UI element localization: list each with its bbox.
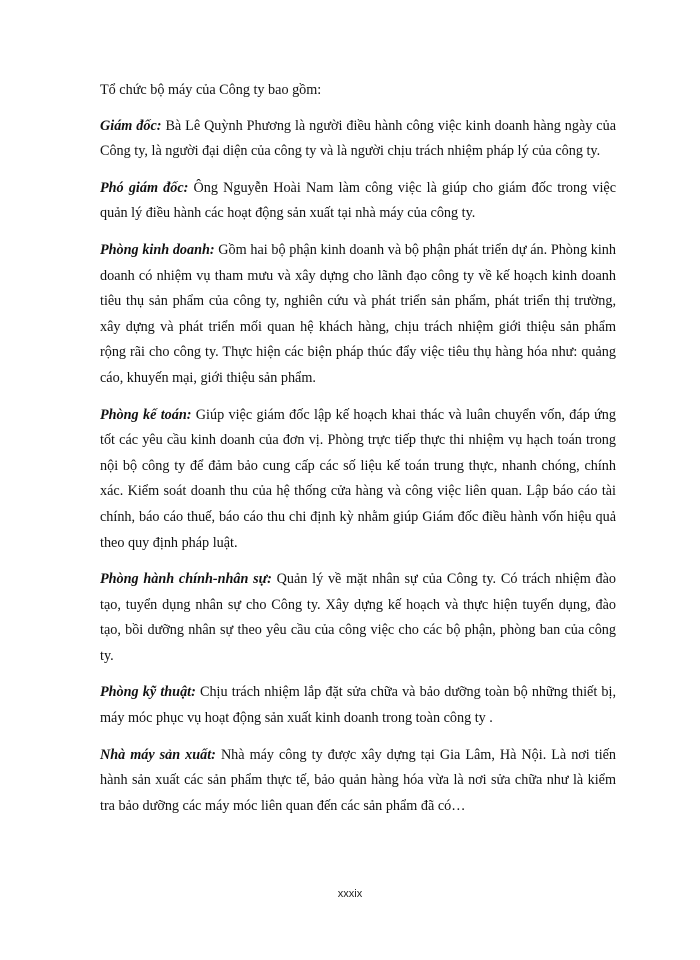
- section-label: Giám đốc:: [100, 117, 162, 134]
- section-text: Nhà máy công ty được xây dựng tại Gia Lâm, Hà Nội. Là nơi tiến hành sản xuất các sản phẩm thực tế, bảo quản hàng hóa vừa là nơi sửa chữa như là kiểm tra bảo dưỡng các máy móc liên quan đến các sản phẩm đã có…: [100, 746, 617, 814]
- section-pho-giam-doc: [100, 176, 616, 227]
- section-label: Phó giám đốc:: [100, 179, 189, 196]
- section-text: Bà Lê Quỳnh Phương là người điều hành công việc kinh doanh hàng ngày của Công ty, là người đại diện của công ty và là người chịu trách nhiệm pháp lý của công ty.: [100, 117, 616, 160]
- page-number: xxxix: [337, 888, 363, 900]
- intro-paragraph: Tổ chức bộ máy của Công ty bao gồm:: [100, 82, 322, 98]
- section-nha-may-san-xuat: [100, 743, 616, 820]
- document-body: [100, 78, 616, 830]
- section-giam-doc: [100, 114, 616, 165]
- section-phong-ky-thuat: [100, 680, 616, 731]
- section-label: Phòng hành chính-nhân sự:: [100, 571, 272, 588]
- section-label: Phòng kinh doanh:: [100, 241, 215, 258]
- section-text: Chịu trách nhiệm lắp đặt sửa chữa và bảo dưỡng toàn bộ những thiết bị, máy móc phục vụ hoạt động sản xuất kinh doanh trong toàn công ty .: [100, 684, 616, 727]
- section-text: Ông Nguyễn Hoài Nam làm công việc là giúp cho giám đốc trong việc quản lý điều hành các hoạt động sản xuất tại nhà máy của công ty.: [100, 179, 617, 222]
- section-phong-hanh-chinh-nhan-su: [100, 567, 616, 669]
- section-text: Quản lý về mặt nhân sự của Công ty. Có trách nhiệm đào tạo, tuyển dụng nhân sự cho Công ty. Xây dựng kế hoạch và thực hiện tuyển dụng, đào tạo, bồi dưỡng nhân sự theo yêu cầu của công việc cho các bộ phận, phòng ban của công ty.: [100, 571, 617, 664]
- section-text: Giúp việc giám đốc lập kế hoạch khai thác và luân chuyển vốn, đáp ứng tốt các yêu cầu kinh doanh của đơn vị. Phòng trực tiếp thực thi nhiệm vụ hạch toán trong nội bộ công ty để đảm bảo cung cấp các số liệu kế toán trung thực, nhanh chóng, chính xác. Kiểm soát doanh thu của hệ thống cửa hàng và công việc liên quan. Lập báo cáo tài chính, báo cáo thuế, báo cáo thu chi định kỳ nhằm giúp Giám đốc điều hành vốn hiệu quả theo quy định pháp luật.: [100, 406, 616, 551]
- section-phong-kinh-doanh: [100, 238, 616, 392]
- section-label: Phòng kế toán:: [100, 406, 192, 423]
- section-text: Gồm hai bộ phận kinh doanh và bộ phận phát triển dự án. Phòng kinh doanh có nhiệm vụ tham mưu và xây dựng cho lãnh đạo công ty về kế hoạch kinh doanh tiêu thụ sản phẩm của công ty, nghiên cứu và phát triển sản phẩm, phát triển thị trường, xây dựng và phát triển mối quan hệ khách hàng, chịu trách nhiệm giới thiệu sản phẩm rộng rãi cho công ty. Thực hiện các biện pháp thúc đẩy việc tiêu thụ hàng hóa như: quảng cáo, khuyến mại, giới thiệu sản phẩm.: [100, 241, 616, 386]
- section-label: Phòng kỹ thuật:: [100, 684, 196, 701]
- section-label: Nhà máy sản xuất:: [100, 746, 216, 763]
- section-phong-ke-toan: [100, 403, 616, 557]
